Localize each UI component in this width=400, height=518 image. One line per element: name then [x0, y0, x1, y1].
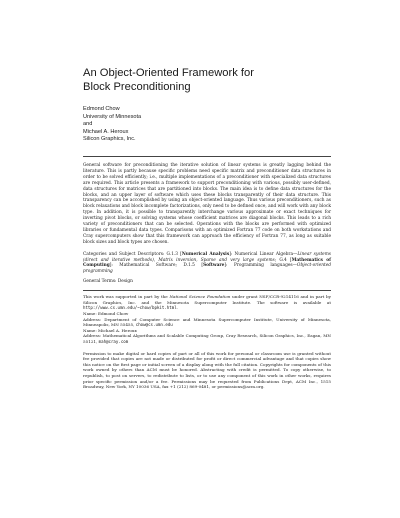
support-note: This work was supported in part by the National Science Foundation under grant NSF/CCR-9214116 and in part by Silicon Graphics, Inc. and the Minnesota Supercomputer Institute. The software is available at http://www.cs.umn.edu/~chow/bpkit.html. — [83, 294, 331, 311]
bottom-divider — [83, 290, 331, 291]
title-line-2: Block Preconditioning — [83, 81, 191, 93]
author-name: Edmond Chow — [83, 106, 120, 112]
author2-address: Address: Mathematical Algorithms and Scalable Computing Group, Cray Research, Silicon Graphics, Inc., Eagan, MN 55121, mah@cray.com — [83, 333, 331, 344]
footnote-section — [83, 294, 331, 344]
general-terms: General Terms: Design — [83, 279, 133, 285]
top-divider — [83, 156, 331, 157]
abstract-section — [83, 156, 331, 291]
author2-name: Name: Michael A. Heroux — [83, 327, 137, 333]
author-affiliation: Silicon Graphics, Inc. — [83, 136, 136, 143]
author1-email-link[interactable]: chow@cs.umn.edu — [135, 322, 173, 328]
categories-text: Categories and Subject Descriptors: G.1.3 [Numerical Analysis]: Numerical Linear Algebra—Linear systems (direct and iterative methods), Matrix inversion, Sparse and very large systems; G.4 [Mathematics of Computing]: Mathematical Software; D.1.5 [Software]: Programming languages—Object-oriented programming — [83, 251, 332, 275]
author1-address: Address: Department of Computer Science and Minnesota Supercomputer Institute, University of Minnesota, Minneapolis, MN 55455, chow@cs.umn.edu — [83, 316, 331, 328]
paper-page — [83, 66, 331, 394]
author-block — [83, 106, 331, 144]
author1-name: Name: Edmond Chow — [83, 310, 129, 316]
author-affiliation: University of Minnesota — [83, 113, 142, 120]
author-name: Michael A. Heroux — [83, 128, 129, 135]
paper-title — [83, 66, 331, 94]
author2-email-link[interactable]: mah@cray.com — [98, 338, 129, 344]
permission-notice: Permission to make digital or hard copies of part or all of this work for personal or classroom use is granted without fee provided that copies are not made or distributed for profit or direct commercial advantage and that copies show this notice on the first page or initial screen of a display along with the full citation. Copyrights for components of this work owned by others than ACM must be honored. Abstracting with credit is permitted. To copy otherwise, to republish, to post on servers, to redistribute to lists, or to use any component of this work in other works, requires prior specific permission and/or a fee. Permissions may be requested from Publications Dept, ACM Inc., 1515 Broadway, New York, NY 10036 USA, fax +1 (212) 869-0481, or permissions@acm.org. — [83, 350, 331, 390]
abstract-text: General software for preconditioning the iterative solution of linear systems is greatly lagging behind the literature. This is partly because specific problems need specific matrix and preconditioner data structures in order to be solved efficiently; i.e., multiple implementations of a preconditioner with specialized data structures are required. This article presents a framework to support preconditioning with various, possibly user-defined, data structures for matrices that are partitioned into blocks. The main idea is to define data structures for the blocks, and an upper layer of software which uses these blocks transparently of their data structure. This transparency can be accomplished by using an object-oriented language. Thus various preconditioners, such as block relaxations and block incomplete factorizations, only need to be defined once, and will work with any block type. In addition, it is possible to transparently interchange various approximate or exact techniques for inverting pivot blocks, or solving systems whose coefficient matrices are diagonal blocks. This leads to a rich variety of preconditioners that can be selected. Operations with the blocks are performed with optimized libraries or fundamental data types. Comparisons with an optimized Fortran 77 code on both workstations and Cray supercomputers show that this framework can approach the efficiency of Fortran 77, as long as suitable block sizes and block types are chosen. — [83, 162, 331, 245]
software-url-link[interactable]: http://www.cs.umn.edu/~chow/bpkit.html — [83, 305, 177, 311]
categories-section — [83, 252, 331, 286]
title-line-1: An Object-Oriented Framework for — [83, 67, 254, 79]
author-conjunction: and — [83, 121, 93, 128]
